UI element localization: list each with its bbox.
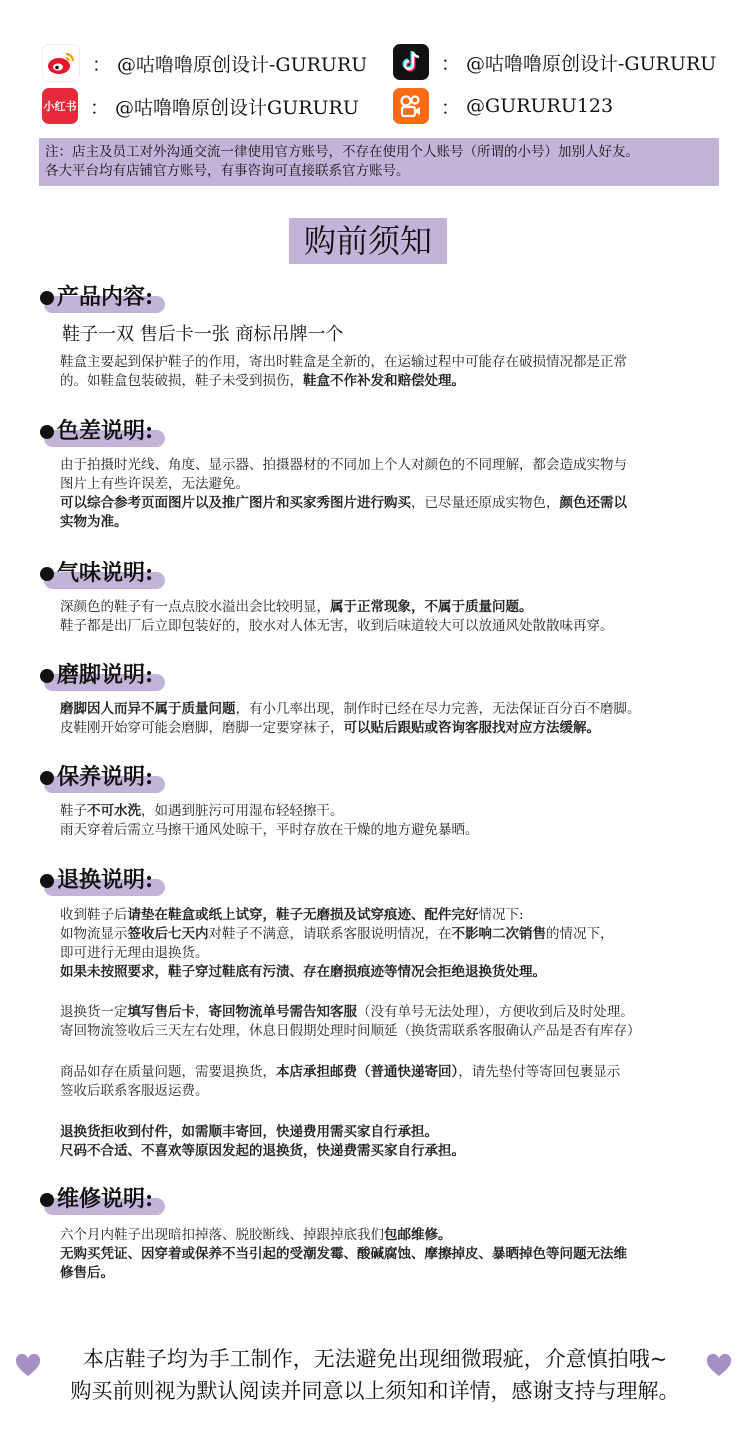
body-line bbox=[60, 1142, 720, 1161]
body-line bbox=[60, 963, 720, 982]
body-line: 鞋子都是出厂后立即包装好的，胶水对人体无害，收到后味道较大可以放通风处散散味再穿。 bbox=[60, 618, 614, 634]
section-body-color bbox=[60, 456, 720, 532]
section-title: 气味说明: bbox=[57, 560, 154, 586]
text-span: 六个月内鞋子出现暗扣掉落、脱胶断线、掉跟掉底我们 bbox=[60, 1227, 384, 1243]
text-span: ， bbox=[195, 1004, 209, 1020]
body-line bbox=[60, 1123, 720, 1142]
body-line bbox=[60, 700, 720, 719]
weibo-handle: @咕噜噜原创设计-GURURU bbox=[117, 53, 368, 76]
section-body-returns-quality bbox=[60, 1063, 720, 1101]
social-douyin bbox=[393, 44, 716, 80]
xiaohongshu-icon: 小红书 bbox=[42, 88, 78, 124]
text-span: 对鞋子不满意，请联系客服说明情况，在 bbox=[208, 926, 452, 942]
section-body-product bbox=[60, 353, 720, 391]
section-body-returns-fees bbox=[60, 1123, 720, 1161]
bold-text: 尺码不合适、不喜欢等原因发起的退换货，快递费需买家自行承担。 bbox=[60, 1143, 465, 1159]
bullet-dot-icon bbox=[40, 425, 54, 439]
bold-text: 不可水洗 bbox=[87, 803, 141, 819]
body-line: 鞋盒主要起到保护鞋子的作用，寄出时鞋盒是全新的，在运输过程中可能存在破损情况都是正常 bbox=[60, 354, 627, 370]
bold-text: 可以贴后跟贴或咨询客服找对应方法缓解。 bbox=[343, 720, 600, 736]
body-line bbox=[60, 1063, 720, 1082]
notice-line: 各大平台均有店铺官方账号，有事咨询可直接联系官方账号。 bbox=[45, 163, 410, 179]
bullet-dot-icon bbox=[40, 1193, 54, 1207]
section-body-care bbox=[60, 802, 720, 840]
bold-text: 颜色还需以 bbox=[559, 495, 627, 511]
footer-note: 购买前则视为默认阅读并同意以上须知和详情，感谢支持与理解。 bbox=[70, 1379, 680, 1403]
text-span: ，如遇到脏污可用湿布轻轻擦干。 bbox=[141, 803, 344, 819]
social-kuaishou bbox=[393, 88, 613, 124]
douyin-icon bbox=[393, 44, 429, 80]
body-line bbox=[60, 925, 720, 944]
xiaohongshu-handle: @咕噜噜原创设计GURURU bbox=[115, 96, 359, 119]
bold-text: 如果未按照要求，鞋子穿过鞋底有污渍、存在磨损痕迹等情况会拒绝退换货处理。 bbox=[60, 964, 546, 980]
body-line bbox=[60, 513, 720, 532]
footer-note: 本店鞋子均为手工制作，无法避免出现细微瑕疵，介意慎拍哦~ bbox=[82, 1347, 668, 1371]
body-line: 雨天穿着后需立马擦干通风处晾干，平时存放在干燥的地方避免暴晒。 bbox=[60, 822, 479, 838]
body-line: 图片上有些许误差，无法避免。 bbox=[60, 476, 249, 492]
bold-text: 填写售后卡 bbox=[127, 1004, 195, 1020]
package-contents: 鞋子一双 售后卡一张 商标吊牌一个 bbox=[62, 324, 344, 345]
body-line bbox=[60, 494, 720, 513]
text-span: ，已尽量还原成实物色， bbox=[411, 495, 560, 511]
colon: ： bbox=[441, 96, 461, 119]
body-line bbox=[60, 802, 720, 821]
body-line bbox=[60, 372, 720, 391]
section-body-returns-shipping bbox=[60, 1003, 720, 1041]
text-span: 的。如鞋盒包装破损，鞋子未受到损伤， bbox=[60, 373, 303, 389]
body-line bbox=[60, 1003, 720, 1022]
bold-text: 磨脚因人而异不属于质量问题 bbox=[60, 701, 236, 717]
bold-text: 修售后。 bbox=[60, 1265, 114, 1281]
section-body-feet bbox=[60, 700, 720, 738]
text-span: 的情况下， bbox=[546, 926, 614, 942]
weibo-icon bbox=[42, 44, 80, 82]
bold-text: 请垫在鞋盒或纸上试穿，鞋子无磨损及试穿痕迹、配件完好 bbox=[127, 907, 479, 923]
section-title: 维修说明: bbox=[57, 1186, 154, 1212]
body-line bbox=[60, 1226, 720, 1245]
body-line bbox=[60, 719, 720, 738]
social-xiaohongshu bbox=[42, 88, 359, 124]
text-span: 如物流显示 bbox=[60, 926, 128, 942]
body-line bbox=[60, 1245, 720, 1264]
colon: ： bbox=[441, 52, 461, 75]
section-title: 产品内容: bbox=[57, 284, 154, 310]
bold-text: 不影响二次销售 bbox=[451, 926, 546, 942]
bold-text: 无购买凭证、因穿着或保养不当引起的受潮发霉、酸碱腐蚀、摩擦掉皮、暴晒掉色等问题无法维 bbox=[60, 1246, 627, 1262]
kuaishou-handle: @GURURU123 bbox=[466, 95, 614, 117]
bold-text: 可以综合参考页面图片以及推广图片和买家秀图片进行购买 bbox=[60, 495, 411, 511]
notice-line: 注：店主及员工对外沟通交流一律使用官方账号，不存在使用个人账号（所谓的小号）加别人好友。 bbox=[45, 144, 639, 160]
page-title: 购前须知 bbox=[289, 218, 447, 264]
section-title: 保养说明: bbox=[57, 764, 154, 790]
text-span: ，有小几率出现，制作时已经在尽力完善，无法保证百分百不磨脚。 bbox=[235, 701, 641, 717]
colon: ： bbox=[90, 96, 110, 119]
bold-text: 实物为准。 bbox=[60, 514, 128, 530]
section-body-returns bbox=[60, 906, 720, 982]
text-span: 情况下: bbox=[478, 907, 524, 923]
bold-text: 寄回物流单号需告知客服 bbox=[208, 1004, 357, 1020]
section-title: 退换说明: bbox=[57, 867, 154, 893]
text-span: 商品如存在质量问题，需要退换货， bbox=[60, 1064, 276, 1080]
body-line bbox=[60, 1264, 720, 1283]
text-span: 收到鞋子后 bbox=[60, 907, 128, 923]
section-title: 磨脚说明: bbox=[57, 662, 154, 688]
official-account-notice bbox=[39, 138, 719, 186]
colon: ： bbox=[92, 53, 112, 76]
text-span: 鞋子 bbox=[60, 803, 87, 819]
social-weibo bbox=[42, 44, 367, 82]
bold-text: 本店承担邮费（普通快递寄回） bbox=[276, 1064, 459, 1080]
bold-text: 鞋盒不作补发和赔偿处理。 bbox=[303, 373, 465, 389]
body-line: 由于拍摄时光线、角度、显示器、拍摄器材的不同加上个人对颜色的不同理解，都会造成实物与 bbox=[60, 457, 627, 473]
body-line: 即可进行无理由退换货。 bbox=[60, 945, 209, 961]
bold-text: 签收后七天内 bbox=[127, 926, 209, 942]
bold-text: 属于正常现象，不属于质量问题。 bbox=[330, 599, 533, 615]
body-line bbox=[60, 598, 720, 617]
text-span: 皮鞋刚开始穿可能会磨脚，磨脚一定要穿袜子， bbox=[60, 720, 344, 736]
bullet-dot-icon bbox=[40, 567, 54, 581]
section-title: 色差说明: bbox=[57, 418, 154, 444]
section-body-repair bbox=[60, 1226, 720, 1283]
body-line bbox=[60, 906, 720, 925]
section-body-smell bbox=[60, 598, 720, 636]
text-span: 深颜色的鞋子有一点点胶水溢出会比较明显， bbox=[60, 599, 330, 615]
bold-text: 退换货拒收到付件，如需顺丰寄回，快递费用需买家自行承担。 bbox=[60, 1124, 438, 1140]
body-line: 签收后联系客服返运费。 bbox=[60, 1083, 209, 1099]
text-span: 退换货一定 bbox=[60, 1004, 128, 1020]
bold-text: 包邮维修。 bbox=[384, 1227, 452, 1243]
body-line: 寄回物流签收后三天左右处理，休息日假期处理时间顺延（换货需联系客服确认产品是否有库存） bbox=[60, 1023, 641, 1039]
text-span: ，请先垫付等寄回包裹显示 bbox=[458, 1064, 621, 1080]
text-span: （没有单号无法处理），方便收到后及时处理。 bbox=[357, 1004, 634, 1020]
bullet-dot-icon bbox=[40, 771, 54, 785]
douyin-handle: @咕噜噜原创设计-GURURU bbox=[466, 52, 717, 75]
bullet-dot-icon bbox=[40, 669, 54, 683]
bullet-dot-icon bbox=[40, 291, 54, 305]
bullet-dot-icon bbox=[40, 874, 54, 888]
kuaishou-icon bbox=[393, 88, 429, 124]
